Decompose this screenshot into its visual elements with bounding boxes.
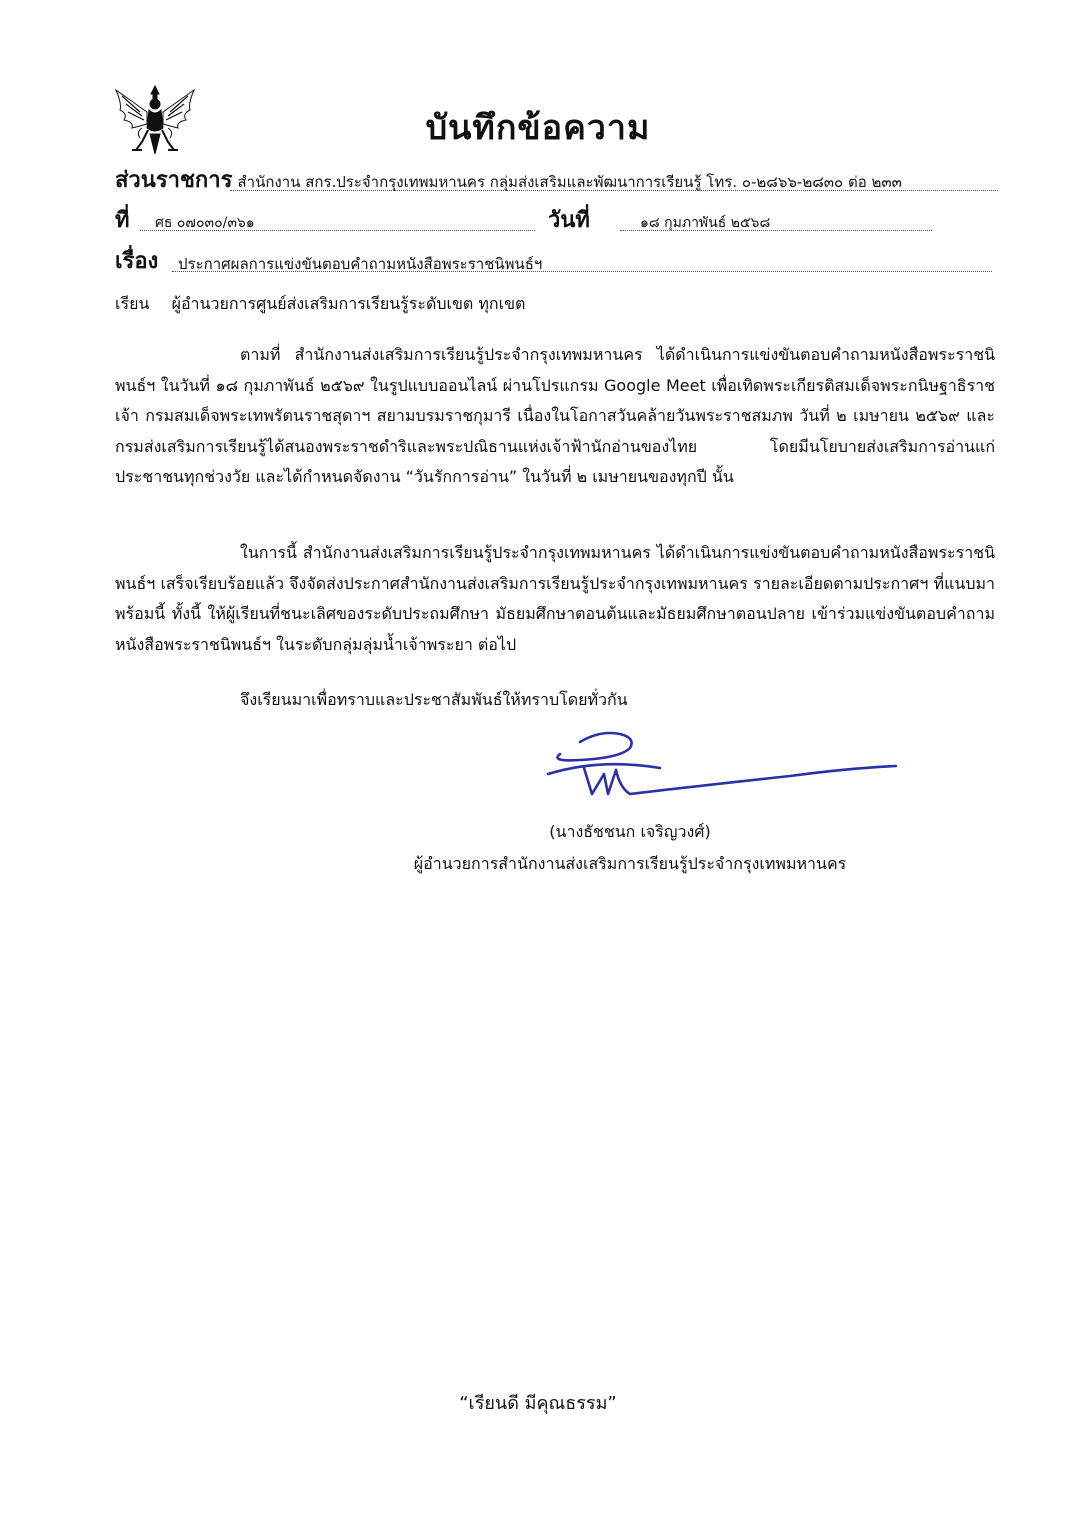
to-value: ผู้อำนวยการศูนย์ส่งเสริมการเรียนรู้ระดับเขต ทุกเขต (171, 294, 526, 313)
document-title: บันทึกข้อความ (425, 108, 651, 148)
ref-row (115, 202, 130, 237)
salutation (115, 292, 525, 317)
subject-label: เรื่อง (115, 249, 159, 274)
ref-label: ที่ (115, 208, 130, 233)
to-label: เรียน (115, 294, 150, 313)
motto: “เรียนดี มีคุณธรรม” (459, 1393, 617, 1414)
signer-name: (นางธัชชนก เจริญวงศ์) (549, 822, 711, 841)
closing-line: จึงเรียนมาเพื่อทราบและประชาสัมพันธ์ให้ทราบโดยทั่วกัน (240, 690, 628, 709)
agency-value: สำนักงาน สกร.ประจำกรุงเทพมหานคร กลุ่มส่งเสริมและพัฒนาการเรียนรู้ โทร. ๐-๒๘๖๖-๒๘๓๐ ต่อ ๒๓๓ (237, 173, 902, 191)
body-paragraph-2: ในการนี้ สำนักงานส่งเสริมการเรียนรู้ประจำกรุงเทพมหานคร ได้ดำเนินการแข่งขันตอบคำถามหนังสือพระราชนิพนธ์ฯ เสร็จเรียบร้อยแล้ว จึงจัดส่งประกาศสำนักงานส่งเสริมการเรียนรู้ประจำกรุงเทพมหานคร รายละเอียดตามประกาศฯ ที่แนบมาพร้อมนี้ ทั้งนี้ ให้ผู้เรียนที่ชนะเลิศของระดับประถมศึกษา มัธยมศึกษาตอนต้นและมัธยมศึกษาตอนปลาย เข้าร่วมแข่งขันตอบคำถามหนังสือพระราชนิพนธ์ฯ ในระดับกลุ่มลุ่มน้ำเจ้าพระยา ต่อไป (115, 543, 995, 654)
agency-dotted-line (230, 190, 998, 191)
subject-dotted-line (172, 271, 992, 272)
agency-label: ส่วนราชการ (115, 168, 233, 193)
signature-icon (540, 728, 900, 808)
ref-dotted-line (140, 230, 535, 231)
date-value: ๑๘ กุมภาพันธ์ ๒๕๖๘ (640, 215, 771, 231)
date-dotted-line (620, 230, 932, 231)
ref-value: ศธ ๐๗๐๓๐/๓๖๑ (155, 215, 255, 231)
agency-row (115, 162, 902, 197)
subject-value: ประกาศผลการแข่งขันตอบคำถามหนังสือพระราชนิพนธ์ฯ (178, 255, 543, 273)
subject-row (115, 243, 158, 278)
signer-position: ผู้อำนวยการสำนักงานส่งเสริมการเรียนรู้ประจำกรุงเทพมหานคร (413, 854, 847, 873)
body-paragraph-1: ตามที่ สำนักงานส่งเสริมการเรียนรู้ประจำกรุงเทพมหานคร ได้ดำเนินการแข่งขันตอบคำถามหนังสือพระราชนิพนธ์ฯ ในวันที่ ๑๘ กุมภาพันธ์ ๒๕๖๙ ในรูปแบบออนไลน์ ผ่านโปรแกรม Google Meet เพื่อเทิดพระเกียรติสมเด็จพระกนิษฐาธิราชเจ้า กรมสมเด็จพระเทพรัตนราชสุดาฯ สยามบรมราชกุมารี เนื่องในโอกาสวันคล้ายวันพระราชสมภพ วันที่ ๒ เมษายน ๒๕๖๙ และกรมส่งเสริมการเรียนรู้ได้สนองพระราชดำริและพระปณิธานแห่งเจ้าฟ้านักอ่านของไทย โดยมีนโยบายส่งเสริมการอ่านแก่ประชาชนทุกช่วงวัย และได้กำหนดจัดงาน “วันรักการอ่าน” ในวันที่ ๒ เมษายนของทุกปี นั้น (115, 345, 995, 486)
date-row (548, 202, 590, 237)
date-label: วันที่ (548, 208, 590, 233)
